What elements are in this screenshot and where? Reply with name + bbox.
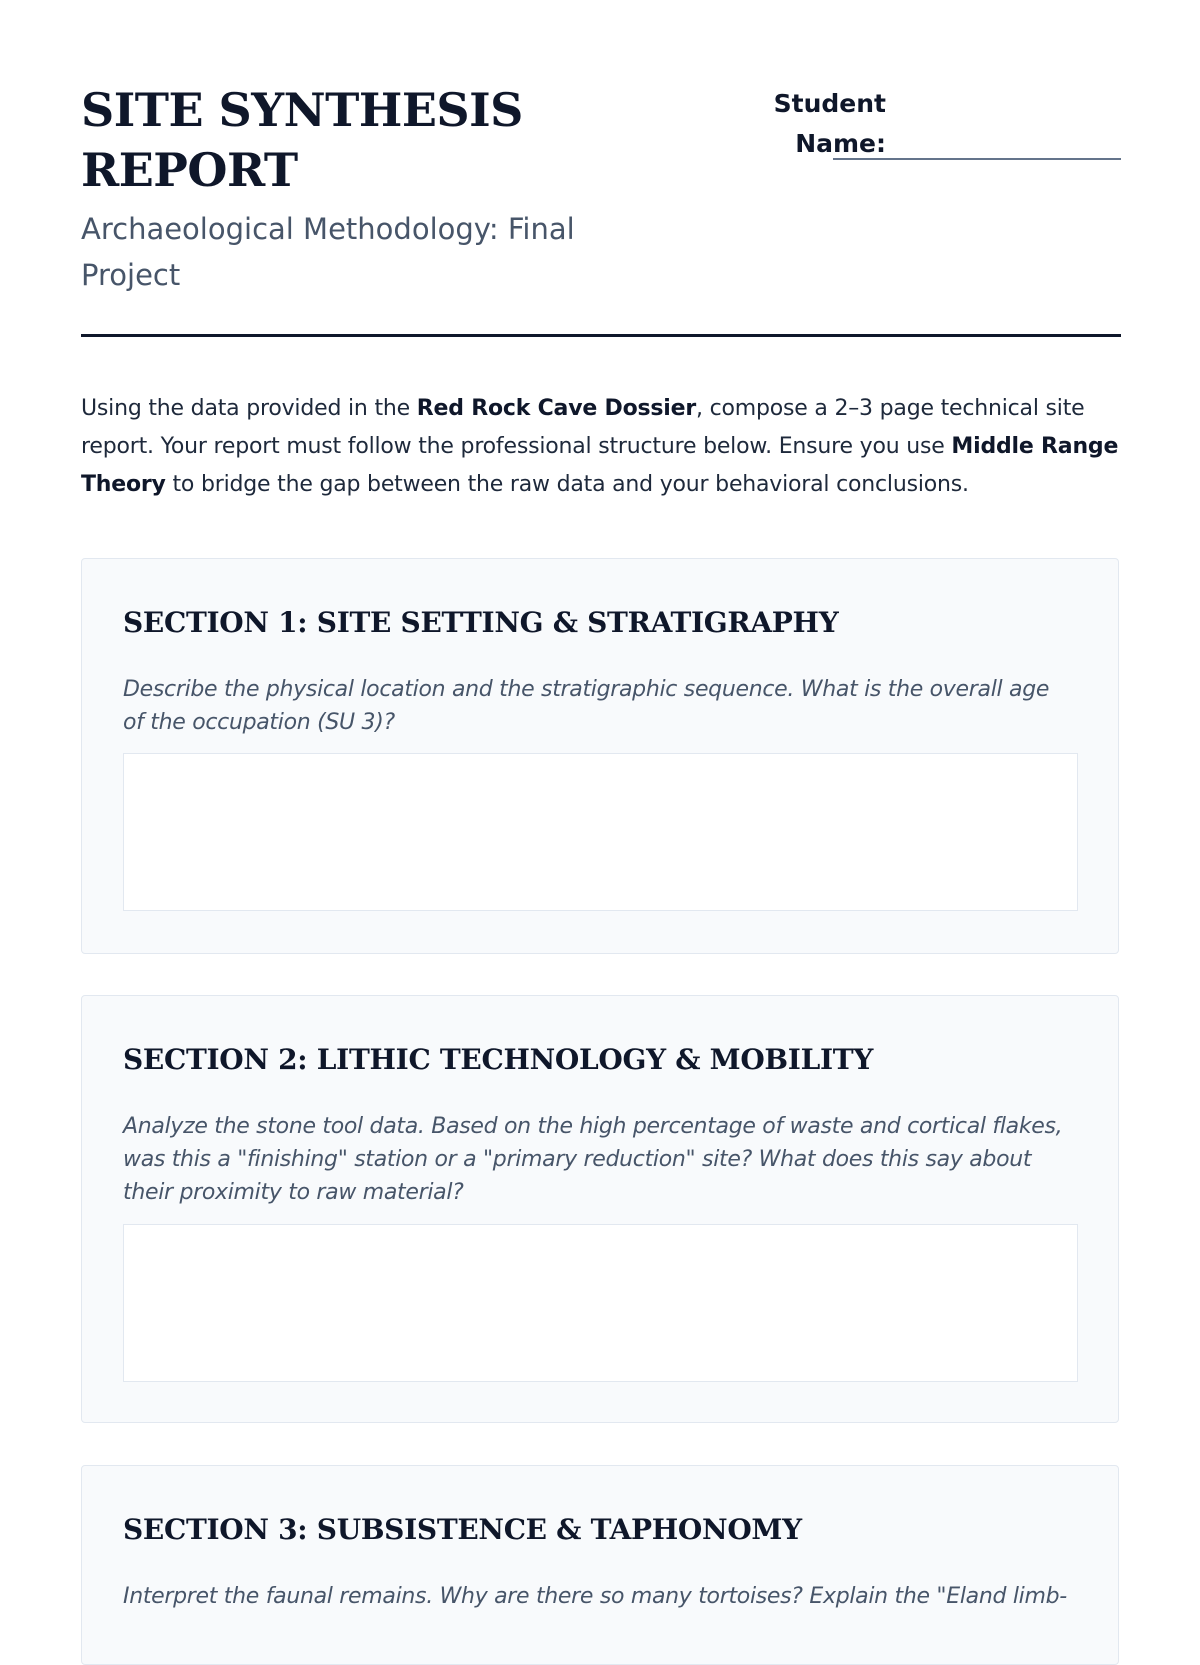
section-heading: SECTION 3: SUBSISTENCE & TAPHONOMY	[123, 1513, 802, 1546]
instructions-dossier-name: Red Rock Cave Dossier	[416, 396, 696, 421]
section-heading: SECTION 1: SITE SETTING & STRATIGRAPHY	[123, 606, 839, 639]
student-name-field[interactable]	[833, 158, 1121, 160]
section-prompt: Analyze the stone tool data. Based on the high percentage of waste and cortical flakes, was this a "finishing" station or a "primary reduction" site? What does this say about their proximity to raw material?	[123, 1114, 1063, 1205]
section-1-answer-box[interactable]	[123, 753, 1078, 911]
worksheet-page	[81, 0, 1121, 1609]
section-3-card	[81, 1465, 1119, 1665]
instructions-theory-name: Middle Range Theory	[81, 434, 1119, 497]
instructions-text: , compose a 2–3 page technical site report. Your report must follow the professional structure below. Ensure you use	[81, 396, 1085, 459]
page-subtitle: Archaeological Methodology: Final Project	[81, 212, 575, 292]
report-header	[81, 0, 1121, 337]
instructions-paragraph	[81, 390, 1121, 504]
section-prompt: Interpret the faunal remains. Why are there so many tortoises? Explain the "Eland limb-	[123, 1584, 1067, 1609]
section-1-card	[81, 558, 1119, 954]
section-prompt: Describe the physical location and the stratigraphic sequence. What is the overall age of the occupation (SU 3)?	[123, 677, 1050, 735]
instructions-text: Using the data provided in the	[81, 396, 417, 421]
instructions-text: to bridge the gap between the raw data and your behavioral conclusions.	[165, 472, 969, 497]
section-2-answer-box[interactable]	[123, 1224, 1078, 1382]
page-title: SITE SYNTHESIS REPORT	[81, 83, 523, 197]
student-name-label: Student Name:	[773, 89, 886, 158]
section-heading: SECTION 2: LITHIC TECHNOLOGY & MOBILITY	[123, 1043, 874, 1076]
section-2-card	[81, 995, 1119, 1423]
